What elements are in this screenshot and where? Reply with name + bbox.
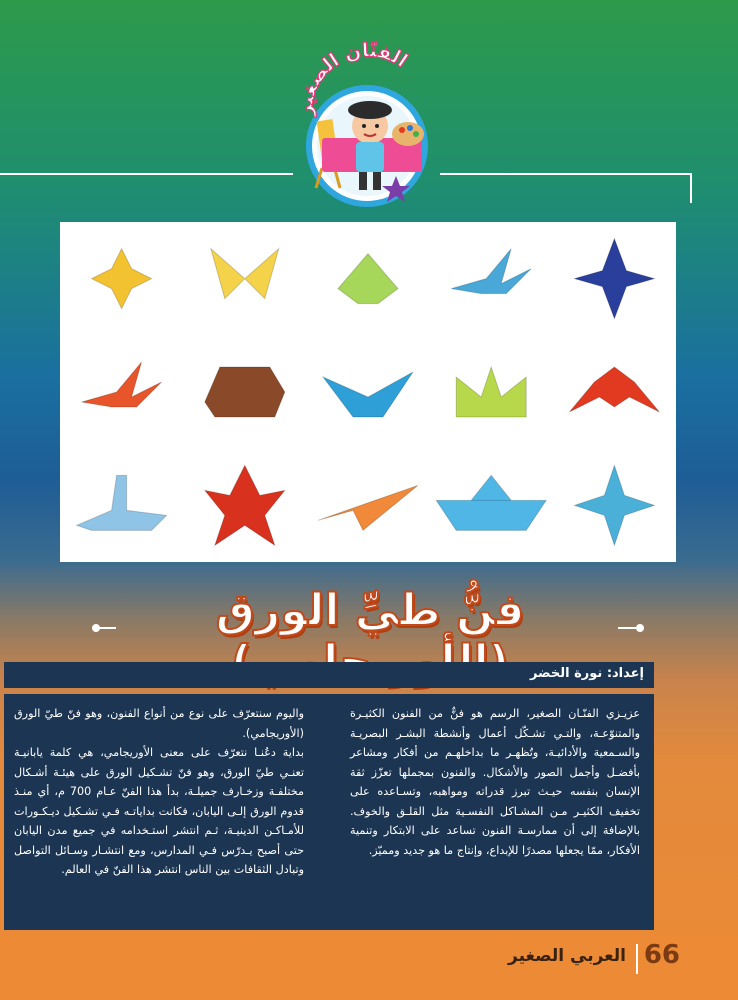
origami-frog-icon — [338, 254, 398, 304]
logo-title: الفنّان الصغير — [294, 39, 412, 117]
origami-crane-icon — [451, 249, 531, 294]
origami-lily-icon — [574, 239, 654, 319]
paragraph: عزيـزي الفنّـان الصغير، الرسم هو فنٌّ من الفنون الكثيـرة والمتنوّعـة، والتـي تشـكّل أعمال وأنشطة البشـر البصريـة والسـمعية والأدائيـة، وتُظهـر ما بداخلهـم من أفكار ومشاعر بأفضـل وأجمل الصور والأشكال. والفنون بمجملها تعزّز ثقة الإنسان بنفسه حيـث تبرز قدراته ومواهبه، وتسـاعده على تخفيف الكثيـر مـن المشـاكل النفسـية مثل القلـق والخوف. بالإضافة إلى أن ممارسـة الفنون تساعد على الابتكار وتنمية الأفكار، ممّا يجعلها مصدرًا للإبداع، وإنتاج ما هو جديد ومميّز. — [350, 707, 640, 857]
author-credit: إعداد: نورة الخضر — [529, 666, 644, 681]
origami-butterfly-icon — [211, 249, 279, 299]
frame-top-line — [0, 173, 293, 175]
origami-spider-icon — [569, 367, 659, 412]
paragraph: واليوم سنتعرّف على نوع من أنواع الفنون، وهو فنّ طيّ الورق (الأوريجامي). — [14, 707, 304, 740]
footer-separator — [636, 944, 638, 974]
origami-pinwheel-icon — [92, 249, 152, 309]
section-logo — [292, 38, 442, 208]
author-bar — [4, 662, 654, 688]
frame-dot-right — [636, 624, 644, 632]
origami-boat-icon — [436, 475, 546, 530]
origami-bird-icon — [323, 372, 413, 417]
origami-lotus-icon — [456, 367, 526, 417]
frame-dot-left — [92, 624, 100, 632]
little-artist-logo-icon — [292, 38, 442, 208]
frame-right-line — [690, 173, 692, 203]
article-column-left — [14, 704, 304, 880]
paragraph: بداية دعُنـا نتعرّف على معنى الأوريجامي، هي كلمة يابانيـة تعنـي طيّ الورق، وهو فنّ تشـكيل الورق على هيئـة أشـكال مختلفـة وزخـارف جميلـة، بدأ هذا الفنّ عـام 700 م، أي منـذ قدوم الورق إلـى اليابان، فكانت بداياتـه فـي تشـكيل ديـكـورات للأمـاكـن الدينيـة، ثـم انتشر استـخدامه في جميع مدن اليابان حتى أصبح يـدرّس فـي المدارس، ومع انتشـار وسـائل التواصل وتبادل الثقافات بين الناس انتشر هذا الفنّ في العالم. — [14, 746, 304, 876]
origami-swan-icon — [77, 475, 167, 530]
frame-top-line-right — [440, 173, 692, 175]
article-body — [4, 694, 654, 930]
origami-photo — [60, 222, 676, 562]
article-headline: فنُّ طيِّ الورق — [215, 585, 525, 636]
origami-flower-icon — [205, 465, 285, 545]
page-number: 66 — [643, 940, 680, 970]
origami-star-icon — [574, 465, 654, 545]
origami-crane-icon — [82, 362, 162, 407]
article-column-right — [350, 704, 640, 860]
origami-plane-icon — [318, 485, 418, 530]
origami-collage — [60, 222, 676, 562]
footer-bar — [0, 936, 738, 1000]
publication-name: العربي الصغير — [508, 946, 626, 966]
origami-elephant-icon — [205, 367, 285, 417]
